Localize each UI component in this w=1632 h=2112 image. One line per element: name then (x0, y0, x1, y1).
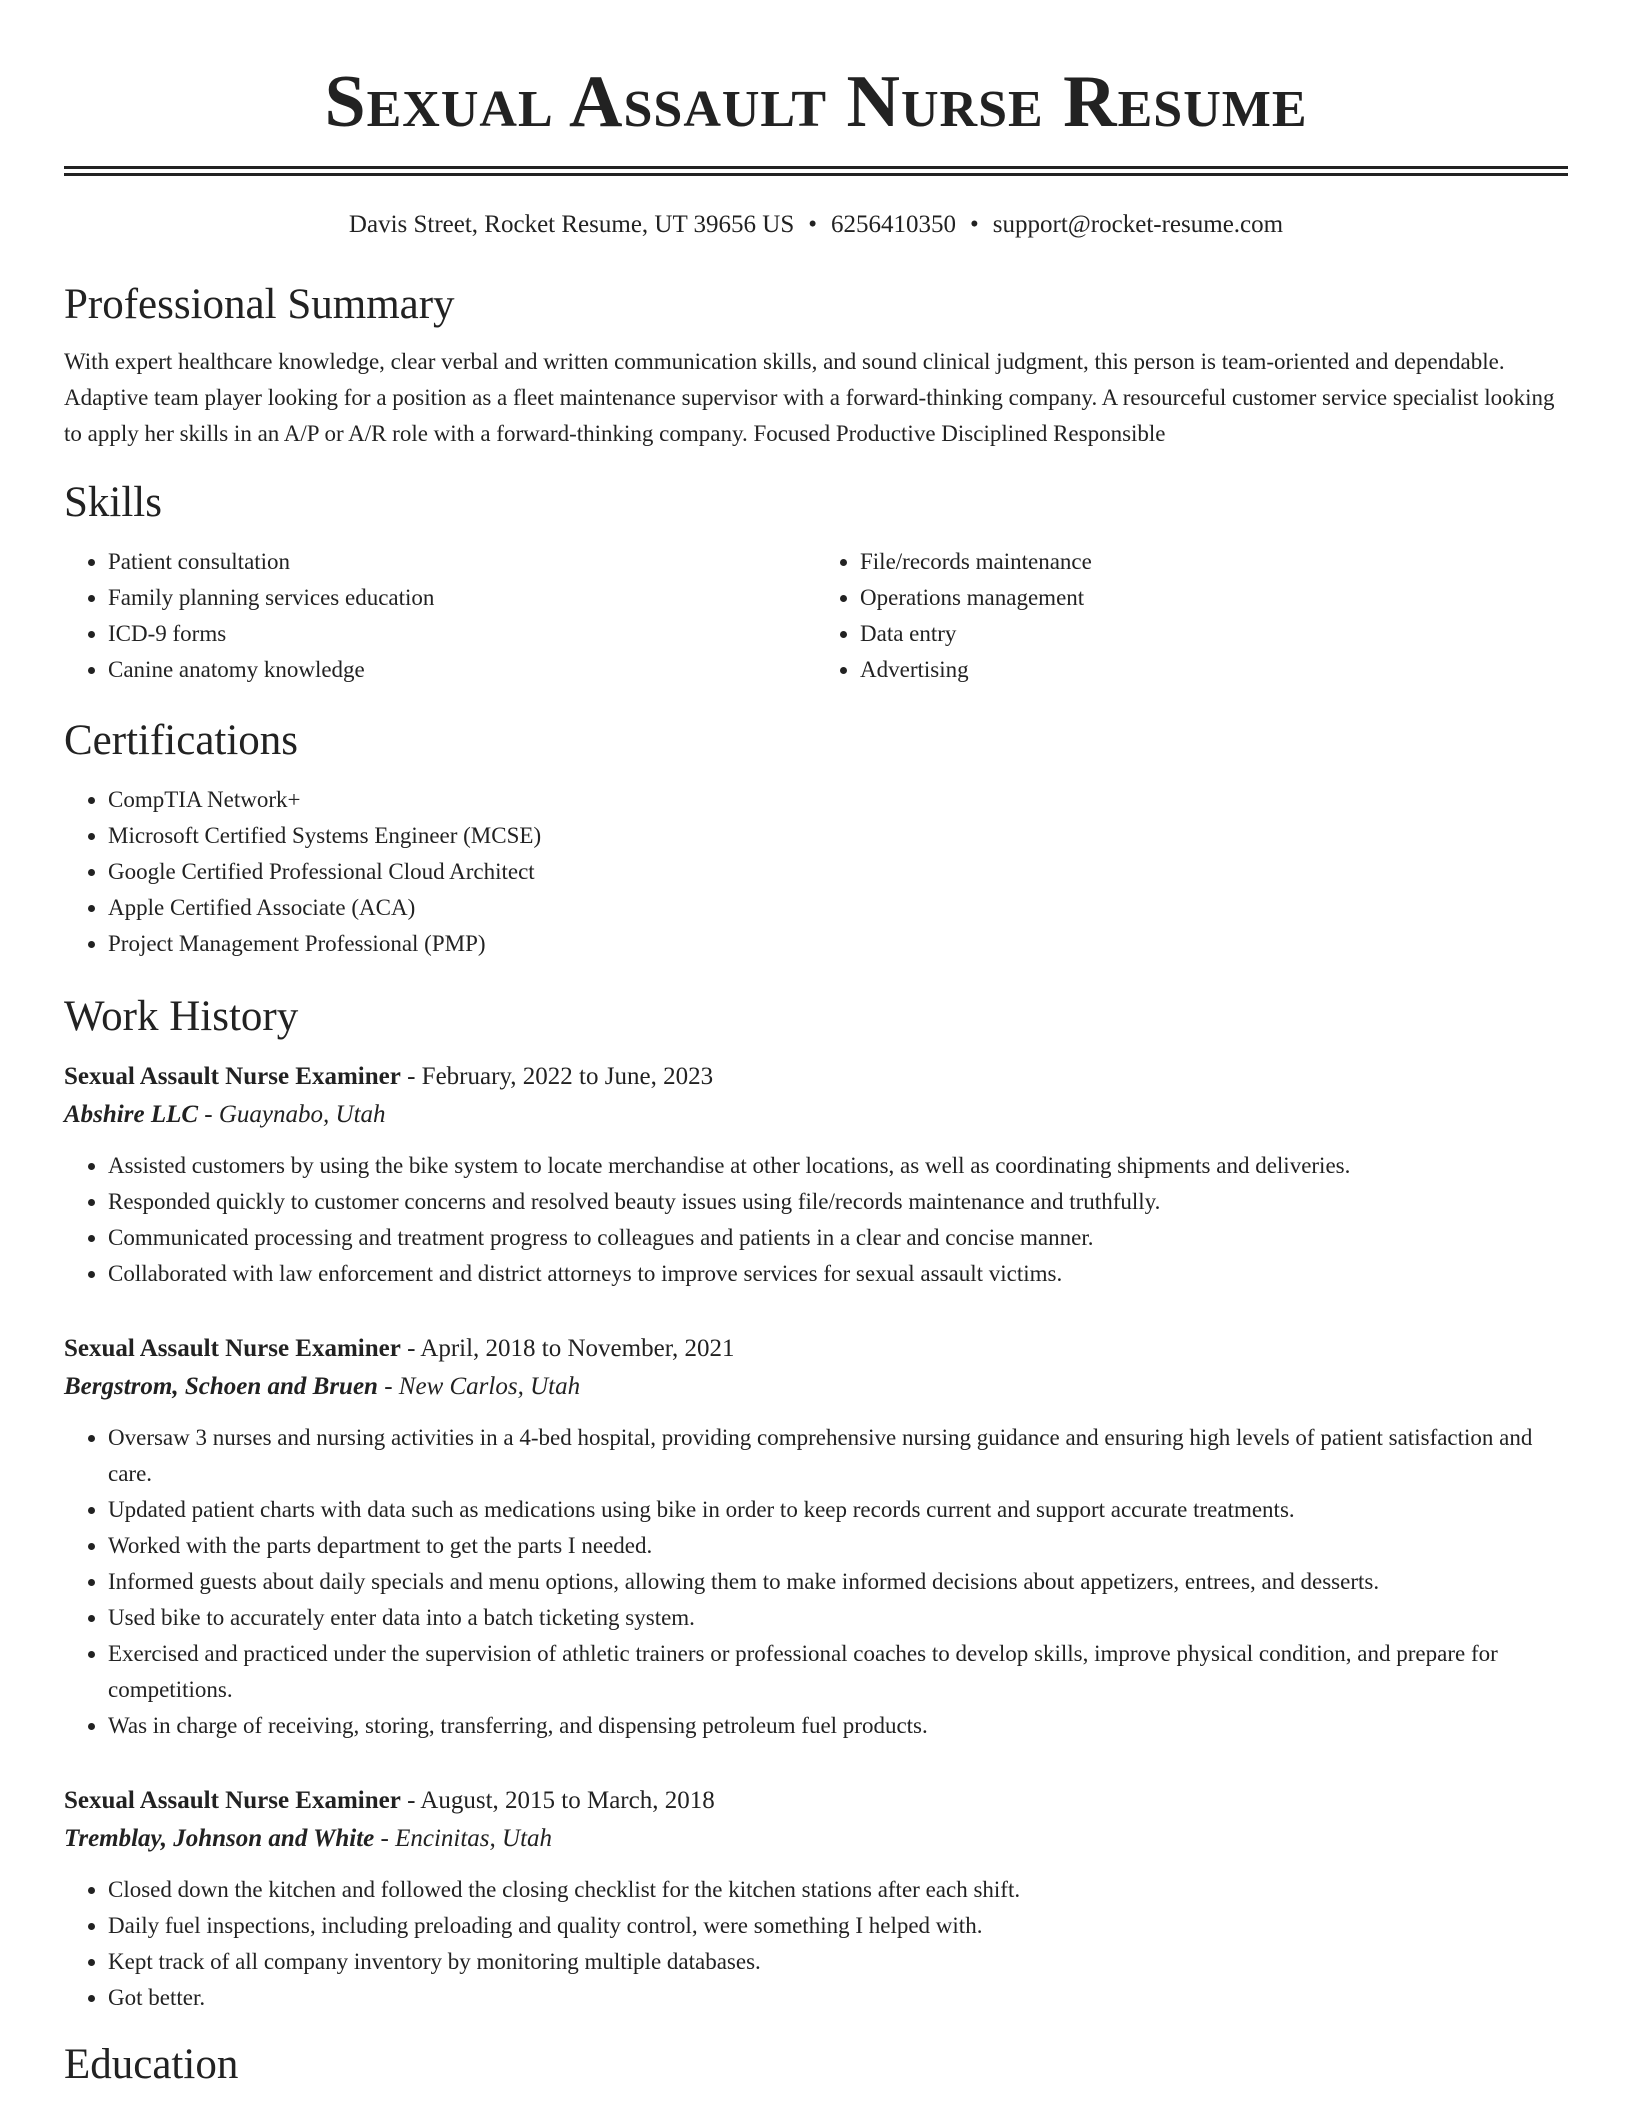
job-bullet: • Closed down the kitchen and followed the closing checklist for the kitchen stations after each shift. (108, 1872, 1568, 1908)
job-location: - Guaynabo, Utah (198, 1101, 386, 1128)
job-company: Tremblay, Johnson and White (64, 1825, 375, 1852)
job-bullet: • Responded quickly to customer concerns and resolved beauty issues using file/records maintenance and truthfully. (108, 1184, 1568, 1220)
job-dates: - April, 2018 to November, 2021 (400, 1335, 735, 1362)
job-dates: - February, 2022 to June, 2023 (400, 1063, 714, 1090)
skills-grid (64, 544, 1568, 688)
job-bullet: • Daily fuel inspections, including preloading and quality control, were something I helped with. (108, 1908, 1568, 1944)
job-company: Abshire LLC (64, 1101, 199, 1128)
job-location: - New Carlos, Utah (377, 1373, 581, 1400)
job-entry (64, 1058, 1568, 1292)
job-dates: - August, 2015 to March, 2018 (400, 1787, 715, 1814)
skill-item: • Data entry (860, 616, 1568, 652)
job-title: Sexual Assault Nurse Examiner (64, 1063, 401, 1090)
contact-separator: • (970, 211, 979, 238)
job-bullet: • Worked with the parts department to get the parts I needed. (108, 1528, 1568, 1564)
resume-title: Sexual Assault Nurse Resume (324, 61, 1308, 143)
contact-email[interactable]: support@rocket-resume.com (992, 211, 1284, 238)
certification-item: • CompTIA Network+ (108, 782, 1568, 818)
job-header (64, 1330, 1568, 1368)
job-bullet: • Got better. (108, 1980, 1568, 2016)
summary-heading: Professional Summary (64, 281, 455, 328)
certification-item: • Google Certified Professional Cloud Architect (108, 854, 1568, 890)
skill-item: • Advertising (860, 652, 1568, 688)
job-entry (64, 1782, 1568, 2016)
job-bullet: • Collaborated with law enforcement and district attorneys to improve services for sexual assault victims. (108, 1256, 1568, 1292)
work-history-heading: Work History (64, 993, 299, 1040)
job-bullet: • Informed guests about daily specials and menu options, allowing them to make informed decisions about appetizers, entrees, and desserts. (108, 1564, 1568, 1600)
job-title: Sexual Assault Nurse Examiner (64, 1335, 401, 1362)
job-bullet: • Communicated processing and treatment progress to colleagues and patients in a clear and concise manner. (108, 1220, 1568, 1256)
title-divider (64, 166, 1568, 176)
contact-phone: 6256410350 (831, 211, 957, 238)
contact-address: Davis Street, Rocket Resume, UT 39656 US (348, 211, 795, 238)
job-bullet: • Was in charge of receiving, storing, transferring, and dispensing petroleum fuel products. (108, 1708, 1568, 1744)
skills-list-left (64, 544, 816, 688)
job-bullets (64, 1148, 1568, 1292)
job-company: Bergstrom, Schoen and Bruen (64, 1373, 378, 1400)
skill-item: • Operations management (860, 580, 1568, 616)
job-employer (64, 1096, 1568, 1134)
job-bullet: • Oversaw 3 nurses and nursing activities in a 4-bed hospital, providing comprehensive nursing guidance and ensuring high levels of patient satisfaction and care. (108, 1420, 1568, 1492)
job-bullet: • Kept track of all company inventory by monitoring multiple databases. (108, 1944, 1568, 1980)
certifications-heading: Certifications (64, 717, 299, 764)
job-bullets (64, 1420, 1568, 1744)
certification-item: • Microsoft Certified Systems Engineer (MCSE) (108, 818, 1568, 854)
certifications-list (64, 782, 1568, 962)
job-employer (64, 1820, 1568, 1858)
skills-heading: Skills (64, 479, 162, 526)
certification-item: • Project Management Professional (PMP) (108, 926, 1568, 962)
certification-item: • Apple Certified Associate (ACA) (108, 890, 1568, 926)
skill-item: • ICD-9 forms (108, 616, 816, 652)
job-entry (64, 1330, 1568, 1744)
job-bullet: • Assisted customers by using the bike system to locate merchandise at other locations, as well as coordinating shipments and deliveries. (108, 1148, 1568, 1184)
job-bullet: • Exercised and practiced under the supervision of athletic trainers or professional coaches to develop skills, improve physical condition, and prepare for competitions. (108, 1636, 1568, 1708)
job-title: Sexual Assault Nurse Examiner (64, 1787, 401, 1814)
skill-item: • File/records maintenance (860, 544, 1568, 580)
job-employer (64, 1368, 1568, 1406)
skills-list-right (816, 544, 1568, 688)
education-heading: Education (64, 2041, 239, 2088)
skill-item: • Canine anatomy knowledge (108, 652, 816, 688)
skill-item: • Family planning services education (108, 580, 816, 616)
job-header (64, 1058, 1568, 1096)
contact-line (64, 210, 1568, 240)
contact-separator: • (808, 211, 818, 238)
job-bullet: • Used bike to accurately enter data into a batch ticketing system. (108, 1600, 1568, 1636)
summary-text: With expert healthcare knowledge, clear verbal and written communication skills, and sound clinical judgment, this person is team-oriented and dependable. Adaptive team player looking for a position as a fleet maintenance supervisor with a forward-thinking company. A resourceful customer service specialist looking to apply her skills in an A/P or A/R role with a forward-thinking company. Focused Productive Disciplined Responsible (64, 349, 1555, 446)
job-location: - Encinitas, Utah (374, 1825, 553, 1852)
skill-item: • Patient consultation (108, 544, 816, 580)
job-bullet: • Updated patient charts with data such as medications using bike in order to keep records current and support accurate treatments. (108, 1492, 1568, 1528)
job-header (64, 1782, 1568, 1820)
job-bullets (64, 1872, 1568, 2016)
